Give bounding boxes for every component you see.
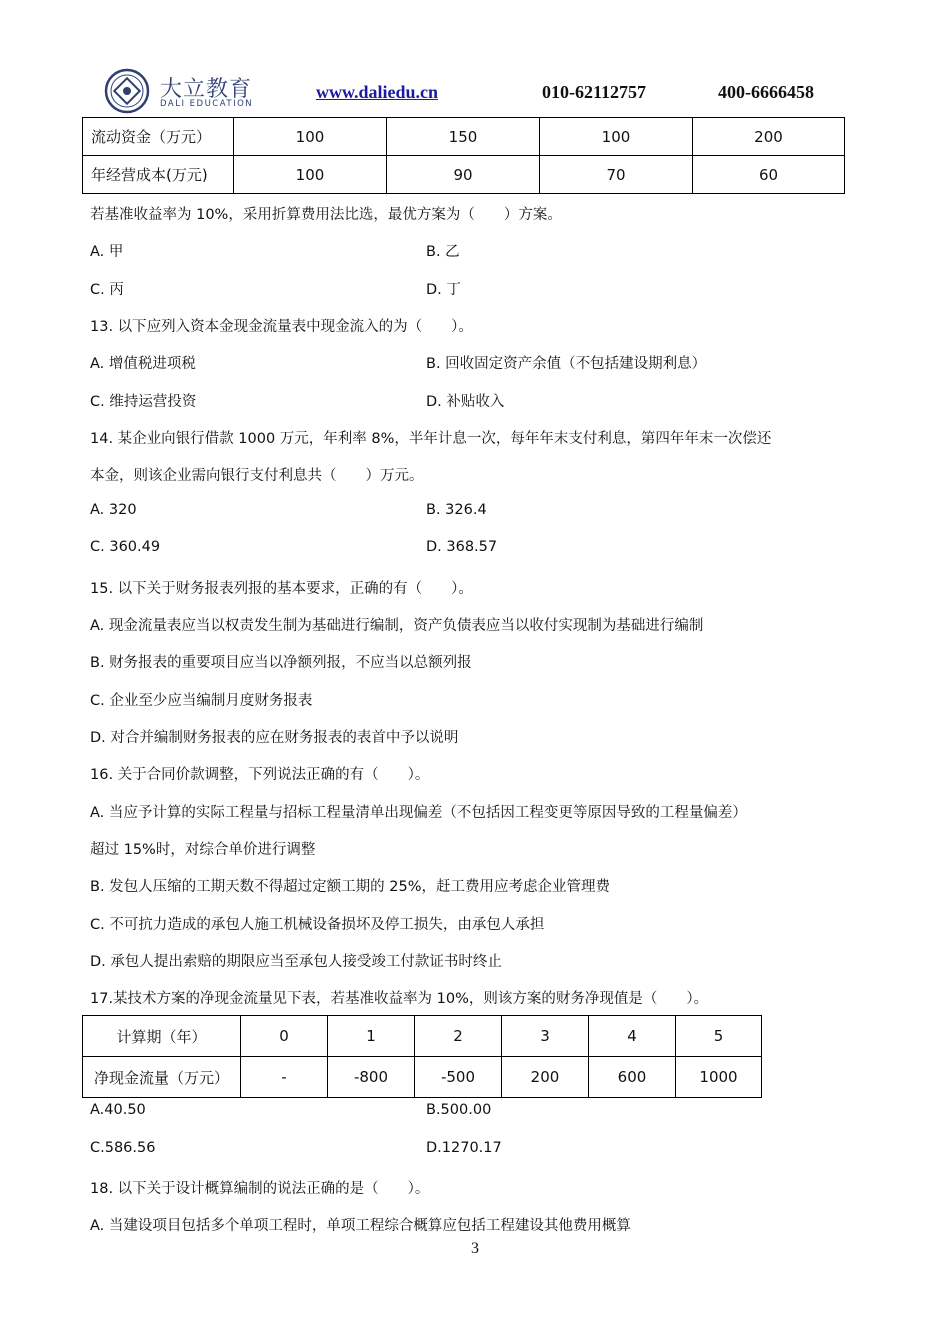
phone-number-2: 400-6666458 bbox=[718, 82, 814, 102]
table-row bbox=[83, 118, 845, 156]
option-c: C. 企业至少应当编制月度财务报表 bbox=[90, 693, 313, 709]
option-b: B.500.00 bbox=[426, 1102, 492, 1118]
page-number: 3 bbox=[471, 1240, 479, 1257]
table-cell: 100 bbox=[234, 118, 387, 156]
question-13-stem: 13. 以下应列入资本金现金流量表中现金流入的为（ ）。 bbox=[90, 319, 473, 335]
table-cell: 1000 bbox=[676, 1057, 762, 1098]
table-cell: 70 bbox=[540, 156, 693, 194]
option-a: A. 甲 bbox=[90, 244, 124, 260]
table-cell: 2 bbox=[415, 1016, 502, 1057]
option-b: B. 326.4 bbox=[426, 502, 487, 518]
table-row bbox=[83, 1057, 762, 1098]
option-c: C.586.56 bbox=[90, 1140, 156, 1156]
table-cell: 4 bbox=[589, 1016, 676, 1057]
option-b: B. 发包人压缩的工期天数不得超过定额工期的 25%，赶工费用应考虑企业管理费 bbox=[90, 879, 611, 895]
table-cell: 200 bbox=[502, 1057, 589, 1098]
question-18-stem: 18. 以下关于设计概算编制的说法正确的是（ ）。 bbox=[90, 1181, 430, 1197]
option-c: C. 360.49 bbox=[90, 539, 161, 555]
table-cell: 90 bbox=[387, 156, 540, 194]
page-header bbox=[0, 0, 950, 118]
table-cell: 1 bbox=[328, 1016, 415, 1057]
table-cell: 0 bbox=[241, 1016, 328, 1057]
question-15-stem: 15. 以下关于财务报表列报的基本要求，正确的有（ ）。 bbox=[90, 581, 473, 597]
website-link[interactable]: www.daliedu.cn bbox=[316, 82, 439, 102]
option-a: A.40.50 bbox=[90, 1102, 146, 1118]
table-cell: 200 bbox=[693, 118, 845, 156]
row-label: 计算期（年） bbox=[83, 1016, 241, 1057]
option-d: D. 丁 bbox=[426, 282, 461, 298]
table-cell: -500 bbox=[415, 1057, 502, 1098]
table-cell: 100 bbox=[540, 118, 693, 156]
option-a: A. 当建设项目包括多个单项工程时，单项工程综合概算应包括工程建设其他费用概算 bbox=[90, 1218, 631, 1234]
option-c: C. 丙 bbox=[90, 282, 124, 298]
table-row bbox=[83, 156, 845, 194]
option-c: C. 不可抗力造成的承包人施工机械设备损坏及停工损失，由承包人承担 bbox=[90, 917, 545, 933]
option-d: D. 承包人提出索赔的期限应当至承包人接受竣工付款证书时终止 bbox=[90, 954, 502, 970]
table-cell: 60 bbox=[693, 156, 845, 194]
table-cell: 600 bbox=[589, 1057, 676, 1098]
option-a: A. 增值税进项税 bbox=[90, 356, 196, 372]
row-label: 净现金流量（万元） bbox=[83, 1057, 241, 1098]
cash-flow-table bbox=[82, 1015, 762, 1098]
option-b: B. 乙 bbox=[426, 244, 460, 260]
table-row bbox=[83, 1016, 762, 1057]
question-16-stem: 16. 关于合同价款调整，下列说法正确的有（ ）。 bbox=[90, 767, 430, 783]
option-a: A. 320 bbox=[90, 502, 137, 518]
row-label: 流动资金（万元） bbox=[83, 118, 234, 156]
table-cell: - bbox=[241, 1057, 328, 1098]
option-b: B. 回收固定资产余值（不包括建设期利息） bbox=[426, 356, 707, 372]
table-cell: 100 bbox=[234, 156, 387, 194]
logo-emblem-icon bbox=[104, 68, 150, 114]
option-a: A. 当应予计算的实际工程量与招标工程量清单出现偏差（不包括因工程变更等原因导致的工程量偏差） bbox=[90, 805, 747, 821]
option-d: D. 补贴收入 bbox=[426, 394, 505, 410]
option-c: C. 维持运营投资 bbox=[90, 394, 197, 410]
option-d: D.1270.17 bbox=[426, 1140, 502, 1156]
option-a-cont: 超过 15%时，对综合单价进行调整 bbox=[90, 842, 316, 858]
phone-number-1: 010-62112757 bbox=[542, 82, 647, 102]
company-logo bbox=[104, 68, 254, 114]
plan-cost-table bbox=[82, 117, 845, 194]
row-label: 年经营成本(万元) bbox=[83, 156, 234, 194]
question-12-stem: 若基准收益率为 10%，采用折算费用法比选，最优方案为（ ）方案。 bbox=[90, 207, 562, 223]
option-d: D. 对合并编制财务报表的应在财务报表的表首中予以说明 bbox=[90, 730, 459, 746]
option-d: D. 368.57 bbox=[426, 539, 498, 555]
option-b: B. 财务报表的重要项目应当以净额列报，不应当以总额列报 bbox=[90, 655, 472, 671]
table-cell: -800 bbox=[328, 1057, 415, 1098]
table-cell: 3 bbox=[502, 1016, 589, 1057]
option-a: A. 现金流量表应当以权责发生制为基础进行编制，资产负债表应当以收付实现制为基础进行编制 bbox=[90, 618, 704, 634]
logo-chinese-name: 大立教育 bbox=[160, 77, 253, 102]
question-14-stem-cont: 本金，则该企业需向银行支付利息共（ ）万元。 bbox=[90, 468, 424, 484]
question-17-stem: 17.某技术方案的净现金流量见下表，若基准收益率为 10%，则该方案的财务净现值是（ ）。 bbox=[90, 991, 709, 1007]
table-cell: 150 bbox=[387, 118, 540, 156]
question-14-stem: 14. 某企业向银行借款 1000 万元，年利率 8%，半年计息一次，每年年末支付利息，第四年年末一次偿还 bbox=[90, 431, 772, 447]
logo-english-name: DALI EDUCATION bbox=[160, 99, 254, 109]
table-cell: 5 bbox=[676, 1016, 762, 1057]
